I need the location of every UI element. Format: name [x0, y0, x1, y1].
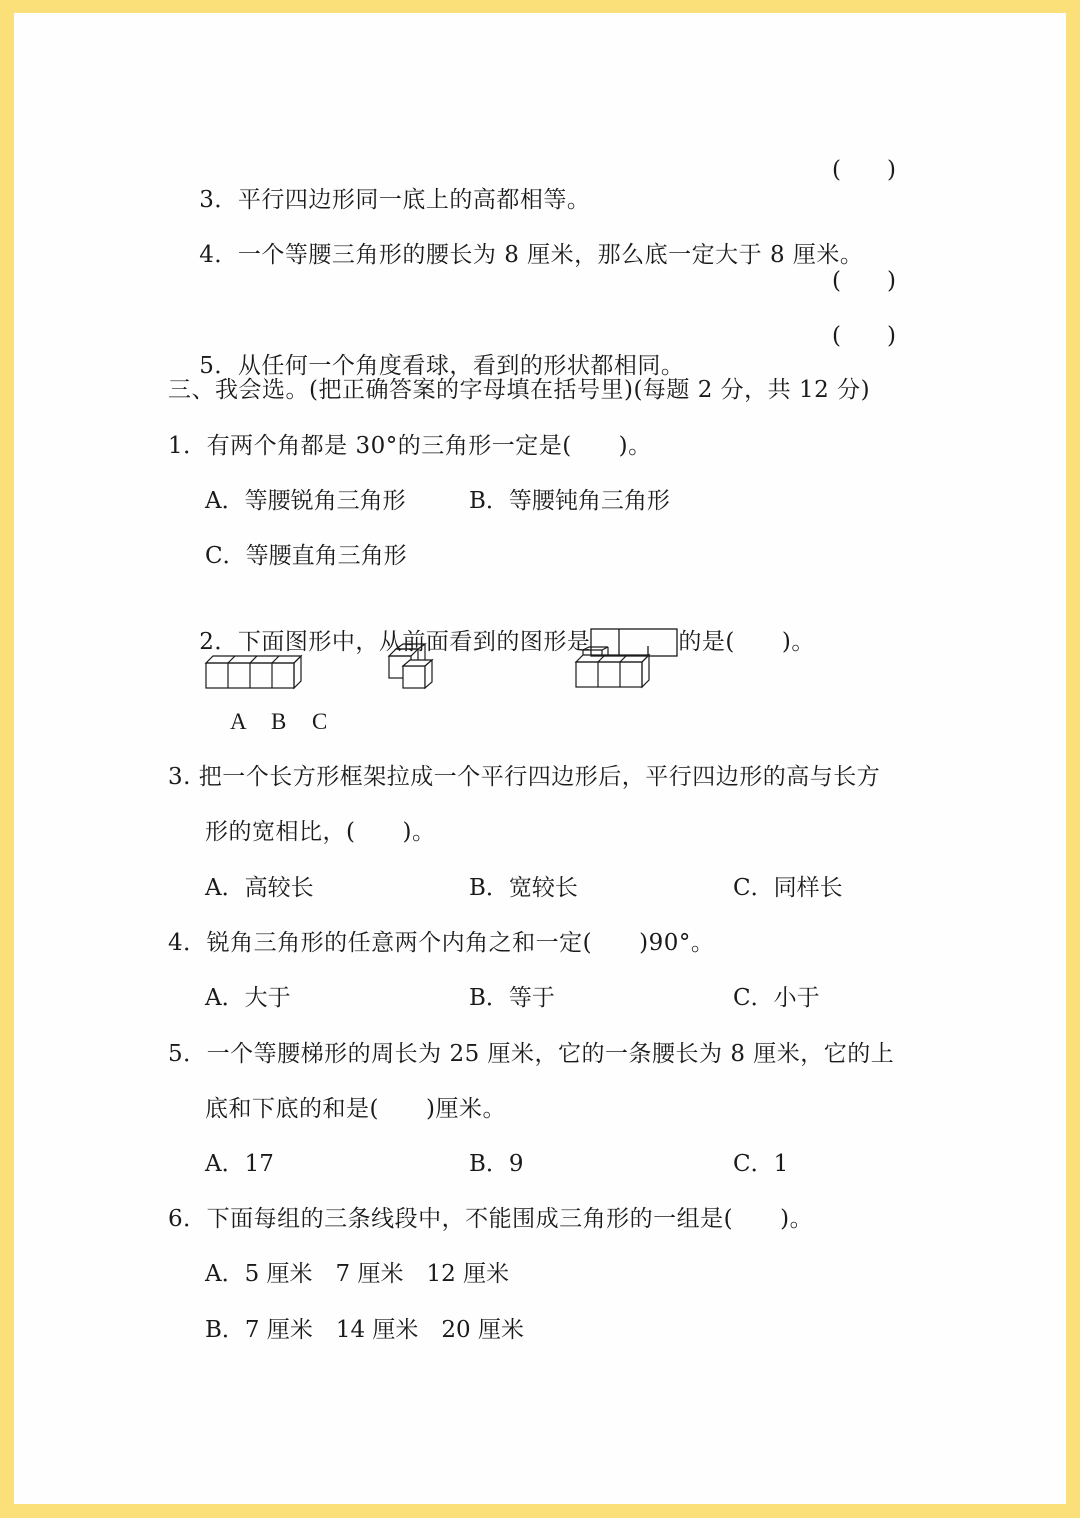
option-c[interactable]: C．小于 — [733, 985, 820, 1011]
worksheet-page — [14, 13, 1066, 1504]
question-text: 一个等腰三角形的腰长为 8 厘米，那么底一定大于 8 厘米。 — [237, 242, 864, 268]
question-text: 平行四边形同一底上的高都相等。 — [237, 187, 591, 213]
figure-label-c[interactable]: C — [312, 709, 328, 734]
option-a[interactable]: A．等腰锐角三角形 — [205, 488, 406, 514]
option-a[interactable]: A．5 厘米 7 厘米 12 厘米 — [205, 1261, 510, 1287]
option-a[interactable]: A．高较长 — [205, 875, 314, 901]
option-c[interactable]: C．同样长 — [733, 875, 843, 901]
question-text: 从任何一个角度看球，看到的形状都相同。 — [237, 353, 685, 379]
figure-label-a[interactable]: A — [230, 709, 247, 734]
choice-question-1: 1．有两个角都是 30°的三角形一定是( )。 — [168, 433, 652, 459]
option-b[interactable]: B．等于 — [469, 985, 555, 1011]
choice-question-5-line1: 5．一个等腰梯形的周长为 25 厘米，它的一条腰长为 8 厘米，它的上 — [168, 1041, 895, 1067]
cube-figure-c — [574, 646, 652, 690]
answer-parentheses[interactable]: ( ) — [832, 157, 896, 183]
choice-question-3-line1: 3. 把一个长方形框架拉成一个平行四边形后，平行四边形的高与长方 — [168, 764, 881, 790]
question-number: 5． — [199, 353, 238, 379]
choice-question-6: 6．下面每组的三条线段中，不能围成三角形的一组是( )。 — [168, 1206, 814, 1232]
choice-question-5-line2: 底和下底的和是( )厘米。 — [205, 1096, 506, 1122]
option-b[interactable]: B．等腰钝角三角形 — [469, 488, 670, 514]
option-b[interactable]: B．宽较长 — [469, 875, 578, 901]
option-c[interactable]: C．1 — [733, 1151, 789, 1177]
cube-figure-a — [204, 654, 304, 690]
question-stem-after: 的是( )。 — [678, 629, 815, 655]
option-c[interactable]: C．等腰直角三角形 — [205, 543, 407, 569]
section-heading: 三、我会选。(把正确答案的字母填在括号里)(每题 2 分，共 12 分) — [168, 377, 871, 403]
judge-question-4 — [168, 210, 863, 300]
question-number: 4． — [199, 242, 238, 268]
option-b[interactable]: B．9 — [469, 1151, 524, 1177]
option-a[interactable]: A．大于 — [205, 985, 291, 1011]
figure-label-b[interactable]: B — [271, 709, 287, 734]
option-b[interactable]: B．7 厘米 14 厘米 20 厘米 — [205, 1317, 525, 1343]
answer-parentheses[interactable]: ( ) — [832, 268, 896, 294]
question-number: 3． — [199, 187, 238, 213]
answer-parentheses[interactable]: ( ) — [832, 323, 896, 349]
choice-question-3-line2: 形的宽相比，( )。 — [205, 819, 436, 845]
question-stem-before: 2．下面图形中，从前面看到的图形是 — [199, 629, 591, 655]
cube-figure-b — [386, 642, 442, 692]
choice-question-4: 4．锐角三角形的任意两个内角之和一定( )90°。 — [168, 930, 715, 956]
option-a[interactable]: A．17 — [205, 1151, 274, 1177]
